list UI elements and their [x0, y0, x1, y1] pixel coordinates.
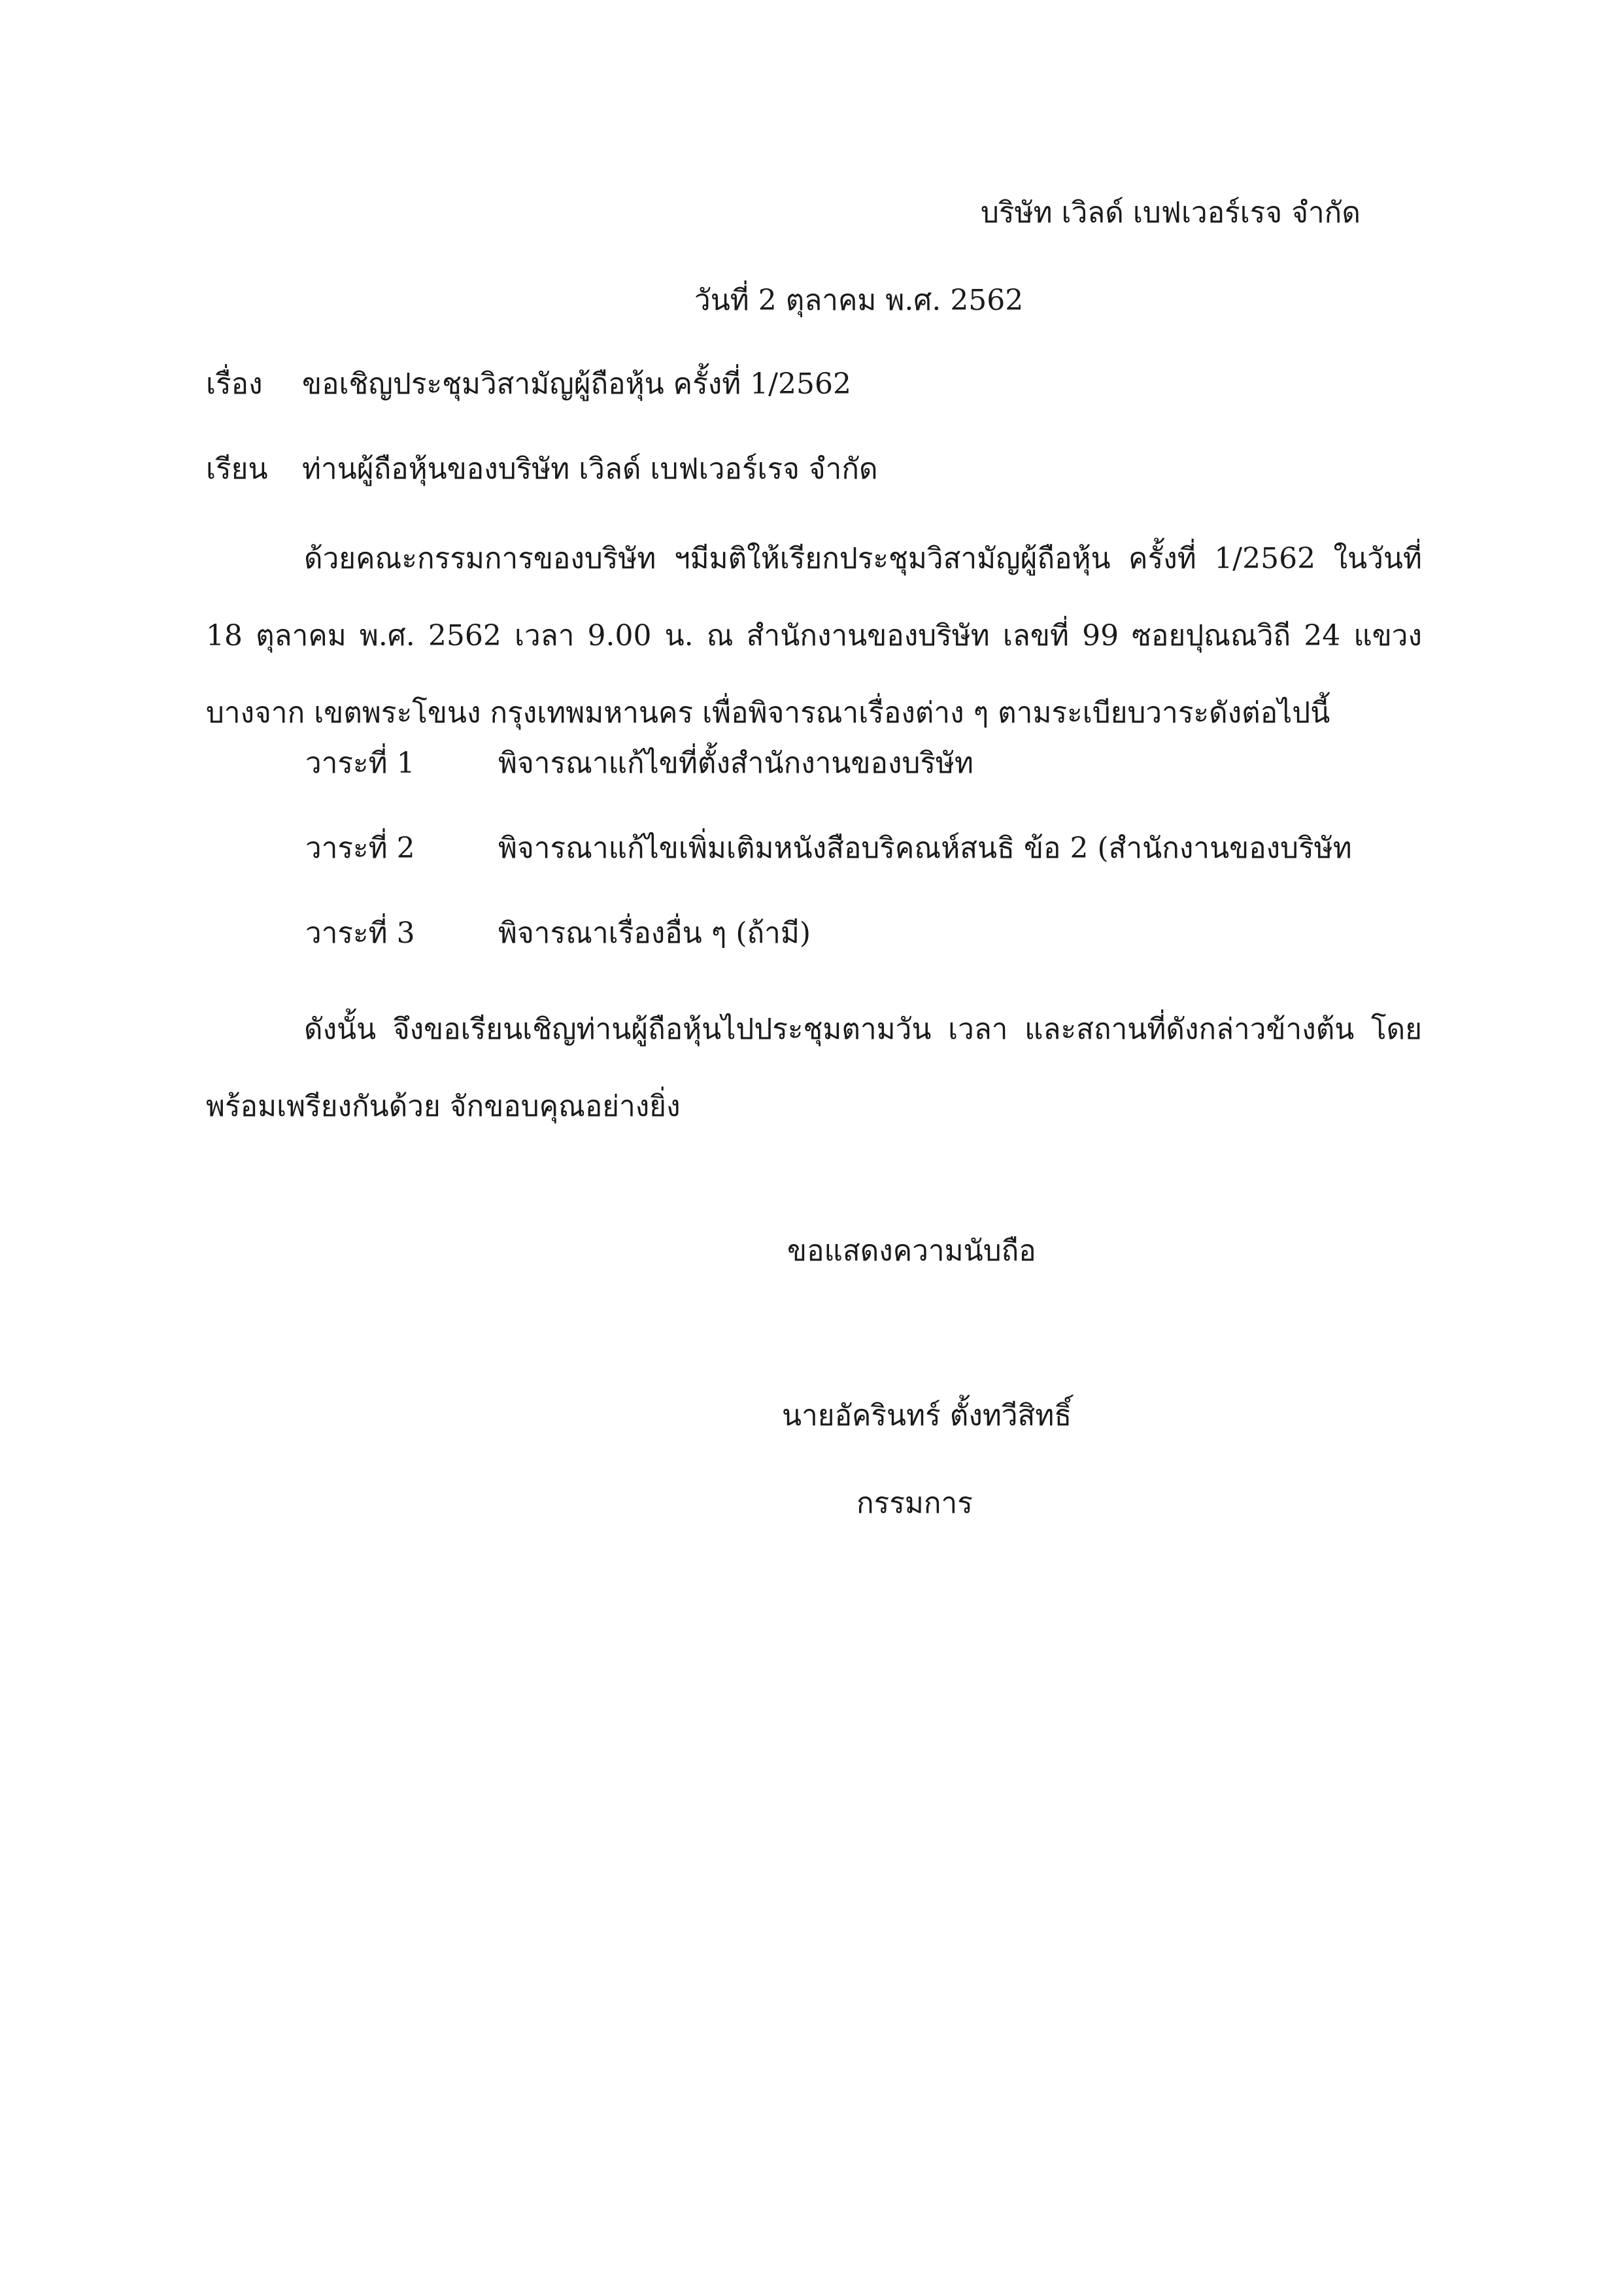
- agenda-item-2-label: วาระที่ 2: [305, 832, 415, 865]
- agenda-item-1-label: วาระที่ 1: [305, 747, 415, 780]
- conclusion-paragraph: ดังนั้น จึงขอเรียนเชิญท่านผู้ถือหุ้นไปประชุมตามวัน เวลา และสถานที่ดังกล่าวข้างต้น โดยพร้อมเพรียงกันด้วย จักขอบคุณอย่างยิ่ง: [206, 1013, 1422, 1123]
- recipient-text: ท่านผู้ถือหุ้นของบริษัท เวิลด์ เบฟเวอร์เรจ จำกัด: [302, 452, 878, 486]
- subject-text: ขอเชิญประชุมวิสามัญผู้ถือหุ้น ครั้งที่ 1/2562: [302, 367, 851, 401]
- agenda-item-2-text: พิจารณาแก้ไขเพิ่มเติมหนังสือบริคณห์สนธิ ข้อ 2 (สำนักงานของบริษัท: [498, 832, 1352, 865]
- agenda-item-3-label: วาระที่ 3: [305, 917, 415, 950]
- agenda-item-3-text: พิจารณาเรื่องอื่น ๆ (ถ้ามี): [498, 917, 811, 950]
- company-name: บริษัท เวิลด์ เบฟเวอร์เรจ จำกัด: [981, 196, 1361, 229]
- subject-label: เรื่อง: [206, 367, 263, 401]
- recipient-label: เรียน: [206, 452, 268, 486]
- signer-name: นายอัครินทร์ ตั้งทวีสิทธิ์: [782, 1399, 1072, 1432]
- signer-position: กรรมการ: [856, 1487, 973, 1520]
- letter-date: วันที่ 2 ตุลาคม พ.ศ. 2562: [694, 284, 1024, 317]
- agenda-item-1-text: พิจารณาแก้ไขที่ตั้งสำนักงานของบริษัท: [498, 747, 974, 780]
- closing-phrase: ขอแสดงความนับถือ: [787, 1234, 1036, 1268]
- intro-paragraph: ด้วยคณะกรรมการของบริษัท ฯมีมติให้เรียกประชุมวิสามัญผู้ถือหุ้น ครั้งที่ 1/2562 ในวันที่ 18 ตุลาคม พ.ศ. 2562 เวลา 9.00 น. ณ สำนักงานของบริษัท เลขที่ 99 ซอยปุณณวิถี 24 แขวงบางจาก เขตพระโขนง กรุงเทพมหานคร เพื่อพิจารณาเรื่องต่าง ๆ ตามระเบียบวาระดังต่อไปนี้: [206, 542, 1422, 730]
